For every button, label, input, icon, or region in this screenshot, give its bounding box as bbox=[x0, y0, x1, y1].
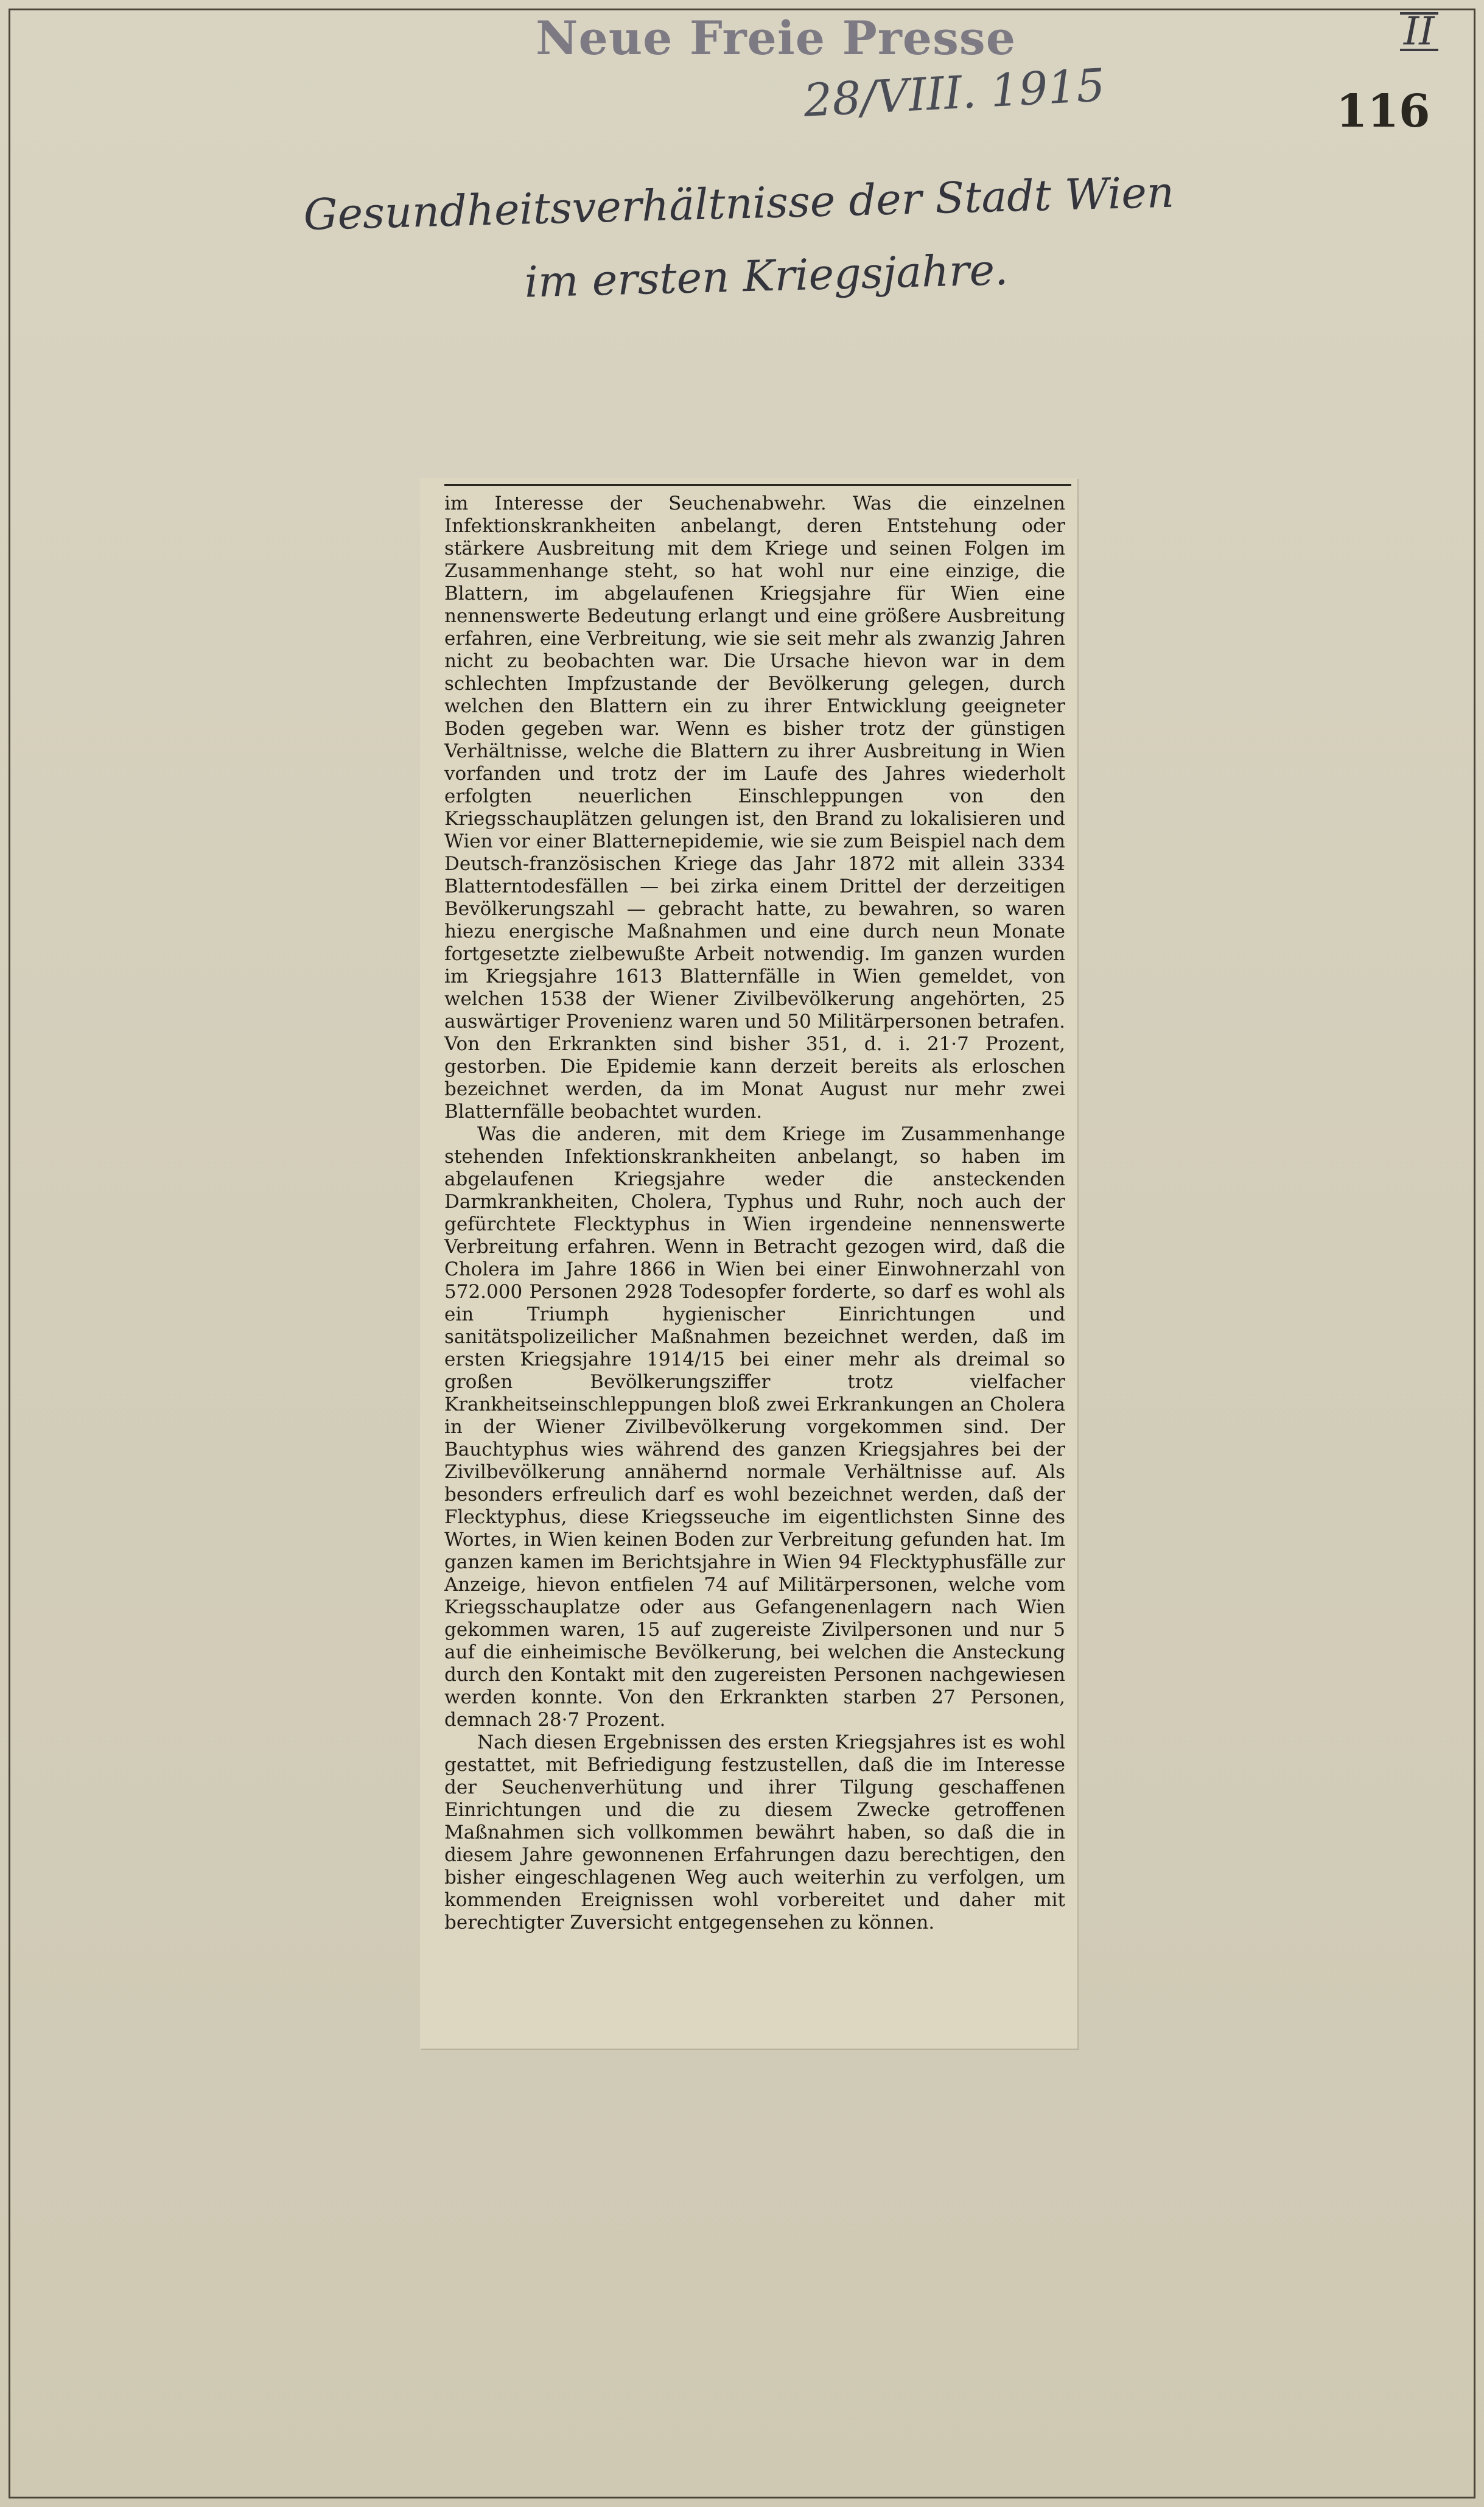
handwritten-title bbox=[303, 150, 1377, 324]
newspaper-clipping bbox=[420, 478, 1077, 2049]
clipping-paragraph-1: im Interesse der Seuchenabwehr. Was die einzelnen Infektionskrankheiten anbelangt, deren Entstehung oder stärkere Ausbreitung mit dem Kriege und seinen Folgen im Zusammenhange steht, so hat wohl nur eine einzige, die Blattern, im abgelaufenen Kriegsjahre für Wien eine nennenswerte Bedeutung erlangt und eine größere Ausbreitung erfahren, eine Verbreitung, wie sie seit mehr als zwanzig Jahren nicht zu beobachten war. Die Ursache hievon war in dem schlechten Impfzustande der Bevölkerung gelegen, durch welchen den Blattern ein zu ihrer Entwicklung geeigneter Boden gegeben war. Wenn es bisher trotz der günstigen Verhältnisse, welche die Blattern zu ihrer Ausbreitung in Wien vorfanden und trotz der im Laufe des Jahres wiederholt erfolgten neuerlichen Einschleppungen von den Kriegsschauplätzen gelungen ist, den Brand zu lokalisieren und Wien vor einer Blatternepidemie, wie sie zum Beispiel nach dem Deutsch-französischen Kriege das Jahr 1872 mit allein 3334 Blatterntodesfällen — bei zirka einem Drittel der derzeitigen Bevölkerungszahl — gebracht hatte, zu bewahren, so waren hiezu energische Maßnahmen und eine durch neun Monate fortgesetzte zielbewußte Arbeit notwendig. Im ganzen wurden im Kriegsjahre 1613 Blatternfälle in Wien gemeldet, von welchen 1538 der Wiener Zivilbevölkerung angehörten, 25 auswärtiger Provenienz waren und 50 Militärpersonen betrafen. Von den Erkrankten sind bisher 351, d. i. 21·7 Prozent, gestorben. Die Epidemie kann derzeit bereits als erloschen bezeichnet werden, da im Monat August nur mehr zwei Blatternfälle beobachtet wurden. bbox=[444, 493, 1065, 1123]
handwritten-title-line-1: Gesundheitsverhältnisse der Stadt Wien bbox=[303, 167, 1175, 240]
newspaper-stamp: Neue Freie Presse bbox=[536, 11, 1017, 65]
page-number: 116 bbox=[1336, 85, 1430, 138]
handwritten-title-line-2: im ersten Kriegsjahre. bbox=[523, 244, 1009, 307]
roman-numeral-mark: II bbox=[1400, 12, 1438, 51]
clipping-paragraph-3: Nach diesen Ergebnissen des ersten Kriegsjahres ist es wohl gestattet, mit Befriedigung festzustellen, daß die im Interesse der Seuchenverhütung und ihrer Tilgung geschaffenen Einrichtungen und die zu diesem Zwecke getroffenen Maßnahmen sich vollkommen bewährt haben, so daß die in diesem Jahre gewonnenen Erfahrungen dazu berechtigen, den bisher eingeschlagenen Weg auch weiterhin zu verfolgen, um kommenden Ereignissen wohl vorbereitet und daher mit berechtigter Zuversicht entgegensehen zu können. bbox=[444, 1731, 1065, 1934]
clipping-text bbox=[444, 493, 1065, 1934]
clipping-paragraph-2: Was die anderen, mit dem Kriege im Zusammenhange stehenden Infektionskrankheiten anbelangt, so haben im abgelaufenen Kriegsjahre weder die ansteckenden Darmkrankheiten, Cholera, Typhus und Ruhr, noch auch der gefürchtete Flecktyphus in Wien irgendeine nennenswerte Verbreitung erfahren. Wenn in Betracht gezogen wird, daß die Cholera im Jahre 1866 in Wien bei einer Einwohnerzahl von 572.000 Personen 2928 Todesopfer forderte, so darf es wohl als ein Triumph hygienischer Einrichtungen und sanitätspolizeilicher Maßnahmen bezeichnet werden, daß im ersten Kriegsjahre 1914/15 bei einer mehr als dreimal so großen Bevölkerungsziffer trotz vielfacher Krankheitseinschleppungen bloß zwei Erkrankungen an Cholera in der Wiener Zivilbevölkerung vorgekommen sind. Der Bauchtyphus wies während des ganzen Kriegsjahres bei der Zivilbevölkerung annähernd normale Verhältnisse auf. Als besonders erfreulich darf es wohl bezeichnet werden, daß der Flecktyphus, diese Kriegsseuche im eigentlichsten Sinne des Wortes, in Wien keinen Boden zur Verbreitung gefunden hat. Im ganzen kamen im Berichtsjahre in Wien 94 Flecktyphusfälle zur Anzeige, hievon entfielen 74 auf Militärpersonen, welche vom Kriegsschauplatze oder aus Gefangenenlagern nach Wien gekommen waren, 15 auf zugereiste Zivilpersonen und nur 5 auf die einheimische Bevölkerung, bei welchen die Ansteckung durch den Kontakt mit den zugereisten Personen nachgewiesen werden konnte. Von den Erkrankten starben 27 Personen, demnach 28·7 Prozent. bbox=[444, 1123, 1065, 1731]
clipping-top-rule bbox=[444, 484, 1071, 486]
handwritten-date: 28/VIII. 1915 bbox=[802, 59, 1107, 127]
